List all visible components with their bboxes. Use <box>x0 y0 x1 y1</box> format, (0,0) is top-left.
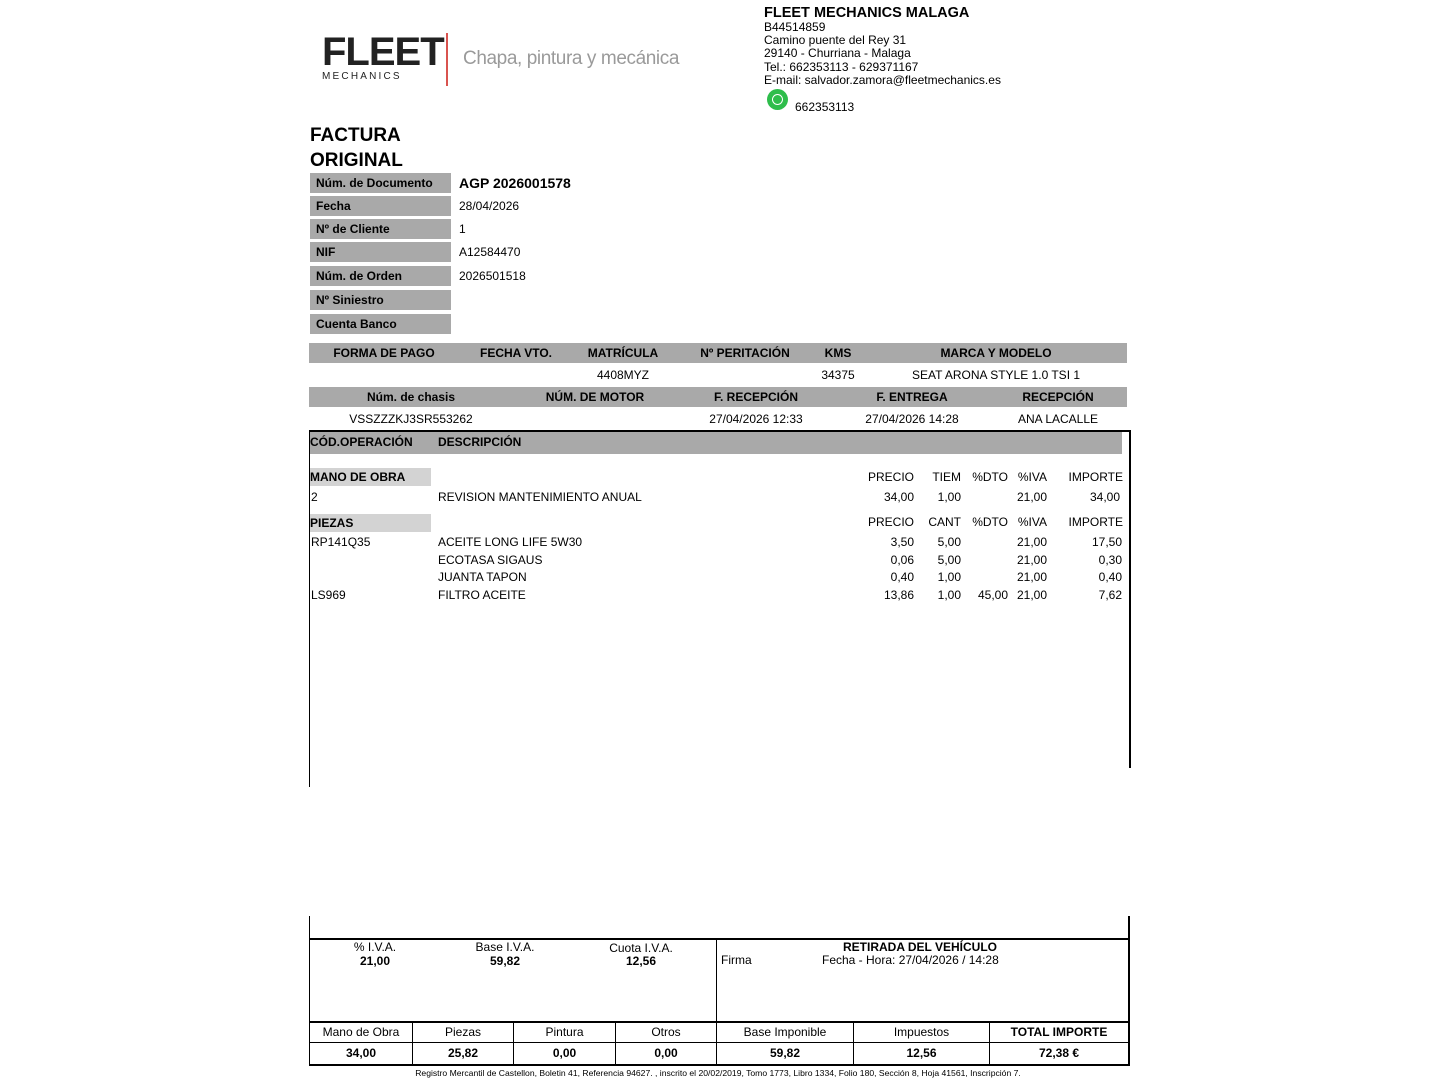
doc-banco-label: Cuenta Banco <box>310 314 451 334</box>
piezas-row-iva: 21,00 <box>1016 588 1047 602</box>
piezas-row-importe: 0,30 <box>1098 553 1122 567</box>
piezas-row-precio: 3,50 <box>890 535 914 549</box>
hdr-f-entrega: F. ENTREGA <box>876 390 948 404</box>
doc-fecha-label: Fecha <box>310 196 451 216</box>
chasis-number: VSSZZZKJ3SR553262 <box>349 412 473 426</box>
mano-col-iva: %IVA <box>1017 470 1047 484</box>
footer-border-right <box>1128 916 1130 1066</box>
hdr-kms: KMS <box>824 346 852 360</box>
total-mano-label: Mano de Obra <box>322 1025 400 1039</box>
lines-border-right <box>1129 430 1131 768</box>
doc-siniestro-label: Nº Siniestro <box>310 290 451 310</box>
company-email: E-mail: salvador.zamora@fleetmechanics.es <box>764 72 1001 87</box>
lines-desc-header: DESCRIPCIÓN <box>438 435 522 449</box>
company-info <box>764 5 1001 87</box>
company-address2: 29140 - Churriana - Malaga <box>764 46 911 61</box>
footer-row-divider <box>309 1042 1130 1043</box>
chasis-recepcion: ANA LACALLE <box>1017 412 1099 426</box>
hdr-recepcion: RECEPCIÓN <box>1022 390 1094 404</box>
tax-base-label: Base I.V.A. <box>475 940 535 954</box>
hdr-f-recepcion: F. RECEPCIÓN <box>713 390 798 404</box>
total-importe-value: 72,38 € <box>1038 1046 1080 1060</box>
doc-nif-label: NIF <box>310 242 451 262</box>
retirada-fecha: Fecha - Hora: 27/04/2026 / 14:28 <box>822 953 999 967</box>
doc-cliente-label: Nº de Cliente <box>310 219 451 239</box>
company-phone: Tel.: 662353113 - 629371167 <box>764 59 919 74</box>
piezas-row-desc: ACEITE LONG LIFE 5W30 <box>438 535 583 549</box>
piezas-row-dto: 45,00 <box>977 588 1008 602</box>
piezas-row-desc: JUANTA TAPON <box>438 570 527 584</box>
footer-divider-mid <box>716 940 717 1022</box>
mano-col-dto: %DTO <box>972 470 1008 484</box>
total-piezas-value: 25,82 <box>447 1046 479 1060</box>
mano-row-iva: 21,00 <box>1016 490 1047 504</box>
piezas-row-desc: ECOTASA SIGAUS <box>438 553 543 567</box>
footer-row-divider <box>309 1021 1130 1023</box>
doc-orden-value: 2026501518 <box>459 269 526 283</box>
piezas-col-iva: %IVA <box>1017 515 1047 529</box>
total-pintura-value: 0,00 <box>552 1046 577 1060</box>
total-otros-value: 0,00 <box>654 1046 678 1060</box>
piezas-row-importe: 17,50 <box>1091 535 1122 549</box>
doc-num-label: Núm. de Documento <box>310 173 451 193</box>
piezas-row-importe: 0,40 <box>1098 570 1122 584</box>
piezas-row-iva: 21,00 <box>1016 535 1047 549</box>
total-otros-label: Otros <box>651 1025 681 1039</box>
total-piezas-label: Piezas <box>444 1025 482 1039</box>
hdr-peritacion: Nº PERITACIÓN <box>700 346 790 360</box>
piezas-row-precio: 0,40 <box>890 570 914 584</box>
mano-col-importe: IMPORTE <box>1068 470 1123 484</box>
doc-num-value: AGP 2026001578 <box>459 175 571 191</box>
piezas-row-importe: 7,62 <box>1098 588 1122 602</box>
mano-section-label: MANO DE OBRA <box>310 468 431 486</box>
page-title <box>310 123 403 173</box>
footer-border-bottom <box>309 1064 1130 1066</box>
registry-footnote: Registro Mercantil de Castellon, Boletin 41, Referencia 94627. , inscrito el 20/02/2019, Tomo 1773, Libro 1334, Folio 180, Sección 8, Hoja 41561, Inscripción 7. <box>415 1068 1021 1078</box>
mano-row-cod: 2 <box>311 490 318 504</box>
piezas-col-precio: PRECIO <box>867 515 914 529</box>
chasis-entrega: 27/04/2026 14:28 <box>865 412 959 426</box>
retirada-firma: Firma <box>721 953 752 967</box>
chasis-recepcion-fecha: 27/04/2026 12:33 <box>709 412 803 426</box>
tax-iva-label: % I.V.A. <box>353 940 397 954</box>
piezas-section-label: PIEZAS <box>310 514 431 532</box>
piezas-col-cant: CANT <box>928 515 961 529</box>
whatsapp-phone: 662353113 <box>795 100 855 114</box>
piezas-row-cant: 1,00 <box>937 588 961 602</box>
vehicle-marca: SEAT ARONA STYLE 1.0 TSI 1 <box>911 368 1081 382</box>
title-line2: ORIGINAL <box>310 150 403 171</box>
total-importe-label: TOTAL IMPORTE <box>1010 1025 1108 1039</box>
retirada-title: RETIRADA DEL VEHÍCULO <box>842 940 997 954</box>
doc-fecha-value: 28/04/2026 <box>459 199 520 213</box>
mano-col-cant: TIEM <box>932 470 961 484</box>
doc-orden-label: Núm. de Orden <box>310 266 451 286</box>
total-mano-value: 34,00 <box>345 1046 377 1060</box>
total-impuestos-value: 12,56 <box>906 1046 937 1060</box>
company-cif: B44514859 <box>764 20 826 34</box>
piezas-row-iva: 21,00 <box>1016 553 1047 567</box>
lines-header-bar <box>310 432 1122 454</box>
mano-row-desc: REVISION MANTENIMIENTO ANUAL <box>438 490 642 504</box>
logo-brand: FLEET <box>322 30 444 74</box>
total-impuestos-label: Impuestos <box>893 1025 950 1039</box>
logo-sub: MECHANICS <box>322 71 402 82</box>
piezas-row-cant: 5,00 <box>937 553 961 567</box>
mano-row-importe: 34,00 <box>1089 490 1120 504</box>
hdr-matricula: MATRÍCULA <box>587 346 659 360</box>
total-base-value: 59,82 <box>769 1046 801 1060</box>
vehicle-matricula: 4408MYZ <box>596 368 650 382</box>
piezas-row-precio: 0,06 <box>890 553 914 567</box>
hdr-marca: MARCA Y MODELO <box>940 346 1052 360</box>
piezas-row-cant: 5,00 <box>937 535 961 549</box>
piezas-row-desc: FILTRO ACEITE <box>438 588 526 602</box>
piezas-col-dto: %DTO <box>972 515 1008 529</box>
hdr-motor: NÚM. DE MOTOR <box>545 390 645 404</box>
company-address1: Camino puente del Rey 31 <box>764 33 907 48</box>
tax-cuota-label: Cuota I.V.A. <box>609 941 673 955</box>
piezas-row-iva: 21,00 <box>1016 570 1047 584</box>
piezas-row-precio: 13,86 <box>883 588 914 602</box>
mano-row-precio: 34,00 <box>883 490 914 504</box>
tax-iva-value: 21,00 <box>359 954 391 968</box>
mano-row-cant: 1,00 <box>937 490 961 504</box>
piezas-row-cod: LS969 <box>311 588 346 602</box>
doc-nif-value: A12584470 <box>459 245 521 259</box>
hdr-fecha-vto: FECHA VTO. <box>479 346 552 360</box>
logo-divider <box>446 33 448 86</box>
tax-cuota-value: 12,56 <box>625 954 657 968</box>
piezas-col-importe: IMPORTE <box>1068 515 1123 529</box>
total-pintura-label: Pintura <box>545 1025 584 1039</box>
piezas-row-cod: RP141Q35 <box>311 535 371 549</box>
total-base-label: Base Imponible <box>743 1025 827 1039</box>
vehicle-kms: 34375 <box>821 368 855 382</box>
doc-cliente-value: 1 <box>459 222 466 236</box>
footer-border-left <box>309 916 310 1066</box>
tax-base-value: 59,82 <box>489 954 521 968</box>
lines-cod-header: CÓD.OPERACIÓN <box>310 435 413 449</box>
mano-col-precio: PRECIO <box>867 470 914 484</box>
hdr-chasis: Núm. de chasis <box>366 390 456 404</box>
company-name: FLEET MECHANICS MALAGA <box>764 5 970 21</box>
piezas-row-cant: 1,00 <box>937 570 961 584</box>
logo-tagline: Chapa, pintura y mecánica <box>463 48 680 69</box>
hdr-forma-pago: FORMA DE PAGO <box>333 346 435 360</box>
whatsapp-icon <box>767 89 788 110</box>
title-line1: FACTURA <box>310 125 401 146</box>
